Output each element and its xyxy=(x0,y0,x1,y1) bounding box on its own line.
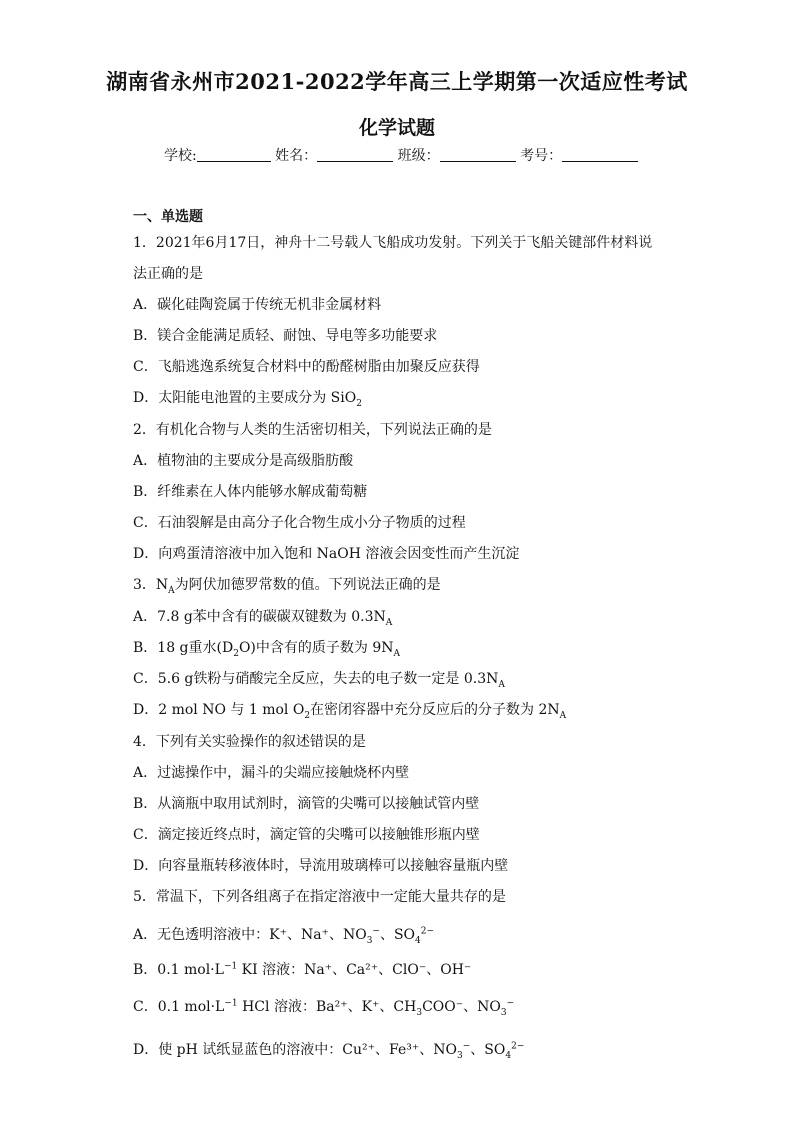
subscript: 2 xyxy=(304,710,311,721)
question-1-stem-cont: 法正确的是 xyxy=(133,266,203,282)
subscript: A xyxy=(168,585,175,596)
question-3-option-c[interactable] xyxy=(133,669,505,689)
school-label: 学校: xyxy=(164,148,197,164)
exam-title: 湖南省永州市2021-2022学年高三上学期第一次适应性考试 xyxy=(106,69,688,94)
class-label: 班级： xyxy=(397,148,440,164)
question-3-stem xyxy=(133,575,441,595)
question-1-option-a[interactable]: A．碳化硅陶瓷属于传统无机非金属材料 xyxy=(133,297,382,313)
option-text: B．0.1 mol·L xyxy=(133,962,224,978)
option-text: D．2 mol NO 与 1 mol O xyxy=(133,702,305,718)
superscript: 2− xyxy=(420,926,435,937)
option-text: C．0.1 mol·L xyxy=(133,999,225,1015)
question-number: 3．N xyxy=(133,577,169,593)
subscript: 3 xyxy=(366,935,373,946)
subscript: A xyxy=(559,710,567,721)
option-text-cont: KI 溶液：Na⁺、Ca²⁺、ClO⁻、OH⁻ xyxy=(241,962,472,978)
superscript: − xyxy=(462,1041,471,1052)
subscript: 3 xyxy=(500,1007,507,1018)
name-label: 姓名： xyxy=(275,148,318,164)
name-blank[interactable] xyxy=(317,147,393,162)
option-text-cont: 在密闭容器中充分反应后的分子数为 2N xyxy=(310,702,560,718)
option-text: D．太阳能电池置的主要成分为 SiO xyxy=(133,390,357,406)
subscript: A xyxy=(385,617,393,628)
question-5-stem: 5．常温下，下列各组离子在指定溶液中一定能大量共存的是 xyxy=(133,889,506,905)
exam-subtitle: 化学试题 xyxy=(358,117,435,139)
question-5-option-a[interactable] xyxy=(133,925,434,945)
option-text: A．7.8 g苯中含有的碳碳双键数为 0.3N xyxy=(133,609,386,625)
subscript: 3 xyxy=(416,1007,423,1018)
question-1-option-c[interactable]: C．飞船逃逸系统复合材料中的酚醛树脂由加聚反应获得 xyxy=(133,359,480,375)
subscript: 4 xyxy=(415,935,421,946)
question-1-stem: 1．2021年6月17日，神舟十二号载人飞船成功发射。下列关于飞船关键部件材料说 xyxy=(133,235,653,251)
subscript: A xyxy=(393,648,400,659)
option-text-cont: 、SO xyxy=(470,1042,506,1058)
subscript: 4 xyxy=(505,1050,512,1061)
question-1-option-d[interactable] xyxy=(133,388,362,408)
student-info-line xyxy=(164,145,638,165)
question-2-option-a[interactable]: A．植物油的主要成分是高级脂肪酸 xyxy=(133,453,354,469)
superscript: − xyxy=(224,998,232,1009)
school-blank[interactable] xyxy=(197,147,271,162)
exam-no-blank[interactable] xyxy=(562,147,638,162)
question-5-option-b[interactable]: B．0.1 $mol\cdot L^{-1}$ KI 溶液：Na⁺、Ca²⁺、ClO⁻、OH⁻ xyxy=(133,961,472,978)
question-2-option-b[interactable]: B．纤维素在人体内能够水解成葡萄糖 xyxy=(133,484,368,500)
subscript: A xyxy=(498,679,505,690)
superscript: − xyxy=(372,926,380,937)
question-4-option-a[interactable]: A．过滤操作中，漏斗的尖端应接触烧杯内壁 xyxy=(133,765,410,781)
subscript: 2 xyxy=(233,648,239,659)
stem-text: 为阿伏加德罗常数的值。下列说法正确的是 xyxy=(174,577,441,593)
question-4-option-d[interactable]: D．向容量瓶转移液体时，导流用玻璃棒可以接触容量瓶内壁 xyxy=(133,858,509,874)
option-text-cont: 、SO xyxy=(379,927,416,943)
question-3-option-b[interactable] xyxy=(133,638,400,658)
question-4-stem: 4．下列有关实验操作的叙述错误的是 xyxy=(133,734,366,750)
section-title: 一、单选题 xyxy=(133,209,203,225)
option-text-cont: COO⁻、NO xyxy=(422,999,501,1015)
question-1-option-b[interactable]: B．镁合金能满足质轻、耐蚀、导电等多功能要求 xyxy=(133,328,438,344)
option-text: A．无色透明溶液中：K⁺、Na⁺、NO xyxy=(133,927,367,943)
option-text: D．使 pH 试纸显蓝色的溶液中：Cu²⁺、Fe³⁺、NO xyxy=(133,1042,457,1058)
question-3-option-a[interactable] xyxy=(133,607,392,627)
question-4-option-b[interactable]: B．从滴瓶中取用试剂时，滴管的尖嘴可以接触试管内壁 xyxy=(133,796,480,812)
option-text: B．18 g重水(D xyxy=(133,640,234,656)
superscript: − xyxy=(506,998,515,1009)
superscript: − xyxy=(223,961,232,972)
subscript: 3 xyxy=(457,1050,463,1061)
question-2-option-c[interactable]: C．石油裂解是由高分子化合物生成小分子物质的过程 xyxy=(133,515,466,531)
option-text-cont: HCl 溶液：Ba²⁺、K⁺、CH xyxy=(242,999,417,1015)
class-blank[interactable] xyxy=(440,147,516,162)
question-2-stem: 2．有机化合物与人类的生活密切相关，下列说法正确的是 xyxy=(133,422,492,438)
question-2-option-d[interactable]: D．向鸡蛋清溶液中加入饱和 NaOH 溶液会因变性而产生沉淀 xyxy=(133,546,520,562)
question-5-option-d[interactable] xyxy=(133,1040,524,1060)
exam-no-label: 考号： xyxy=(520,148,563,164)
superscript: 2− xyxy=(511,1041,525,1052)
subscript: 2 xyxy=(356,398,362,409)
question-4-option-c[interactable]: C．滴定接近终点时，滴定管的尖嘴可以接触锥形瓶内壁 xyxy=(133,827,480,843)
question-3-option-d[interactable] xyxy=(133,700,566,720)
option-text-cont: O)中含有的质子数为 9N xyxy=(238,640,394,656)
question-5-option-c[interactable]: C．0.1 $mol\cdot L^{-1}$ HCl 溶液：Ba²⁺、K⁺、$CH_3COO^-$、$NO_3^-$ xyxy=(133,998,515,1018)
option-text: C．5.6 g铁粉与硝酸完全反应，失去的电子数一定是 0.3N xyxy=(133,671,499,687)
